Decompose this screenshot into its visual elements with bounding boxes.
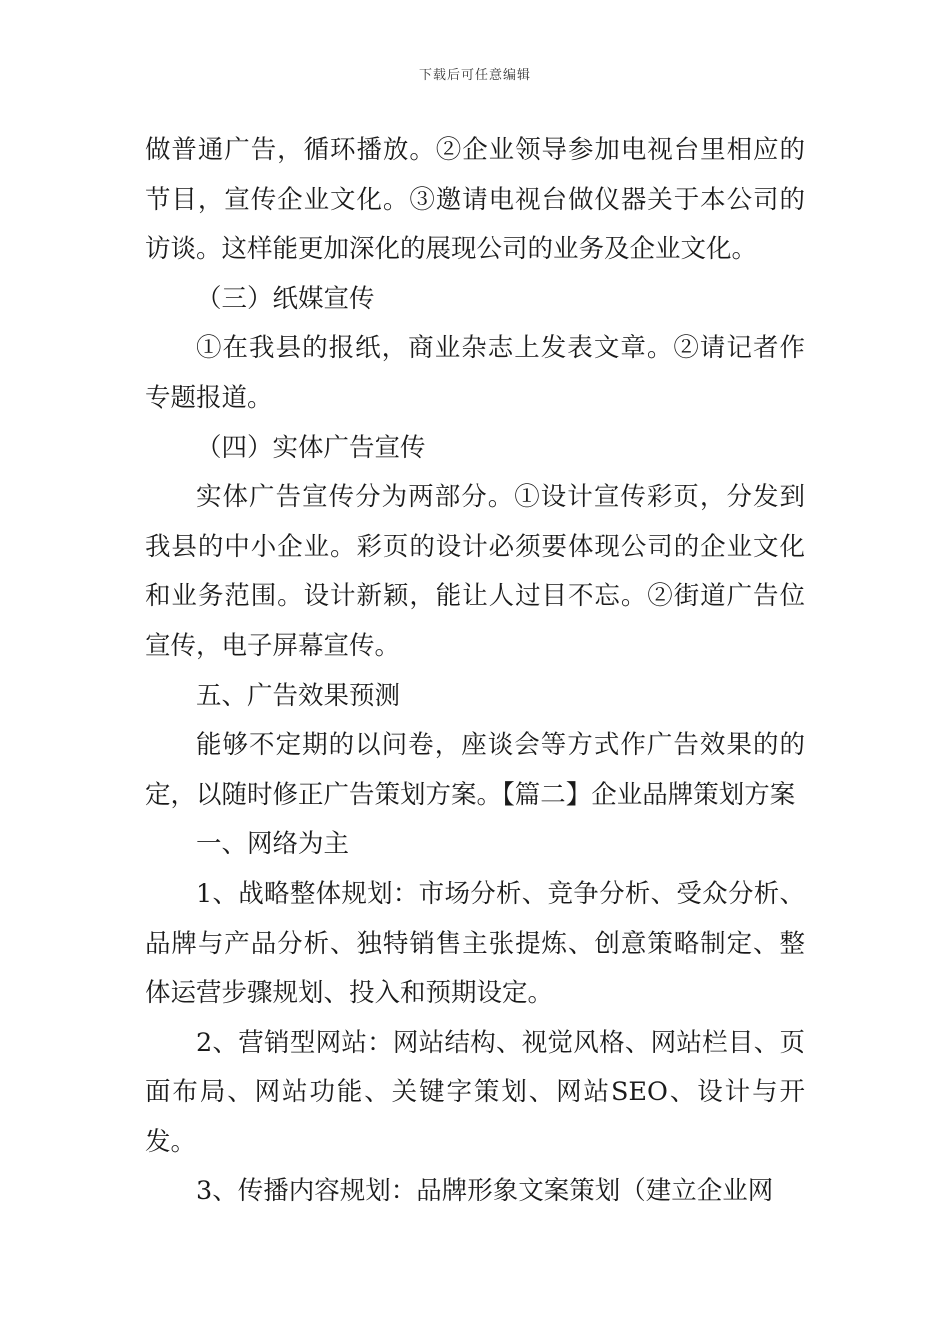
paragraph-print-media: ①在我县的报纸，商业杂志上发表文章。②请记者作专题报道。: [145, 333, 805, 413]
paragraph-physical-ad: 实体广告宣传分为两部分。①设计宣传彩页，分发到我县的中小企业。彩页的设计必须要体现公司的企业文化和业务范围。设计新颖，能让人过目不忘。②街道广告位宣传，电子屏幕宣传。: [145, 482, 805, 661]
document-body: [145, 126, 805, 1217]
heading-physical-ad: （四）实体广告宣传: [196, 432, 426, 463]
paragraph-marketing-website: 2、营销型网站：网站结构、视觉风格、网站栏目、页面布局、网站功能、关键字策划、网站SEO、设计与开发。: [145, 1027, 805, 1157]
paragraph-content-planning: 3、传播内容规划：品牌形象文案策划（建立企业网: [196, 1176, 774, 1207]
heading-ad-effect-forecast: 五、广告效果预测: [196, 680, 401, 711]
paragraph-strategy-planning: 1、战略整体规划：市场分析、竞争分析、受众分析、品牌与产品分析、独特销售主张提炼、创意策略制定、整体运营步骤规划、投入和预期设定。: [145, 878, 805, 1009]
heading-print-media: （三）纸媒宣传: [196, 283, 375, 314]
paragraph-ad-effect-forecast: 能够不定期的以问卷，座谈会等方式作广告效果的的定，以随时修正广告策划方案。【篇二】企业品牌策划方案: [145, 730, 805, 810]
page-header: 下载后可任意编辑: [418, 68, 531, 83]
heading-network-focus: 一、网络为主: [196, 829, 350, 860]
paragraph-tv-ad-continued: 做普通广告，循环播放。②企业领导参加电视台里相应的节目，宣传企业文化。③邀请电视台做仪器关于本公司的访谈。这样能更加深化的展现公司的业务及企业文化。: [145, 135, 805, 265]
